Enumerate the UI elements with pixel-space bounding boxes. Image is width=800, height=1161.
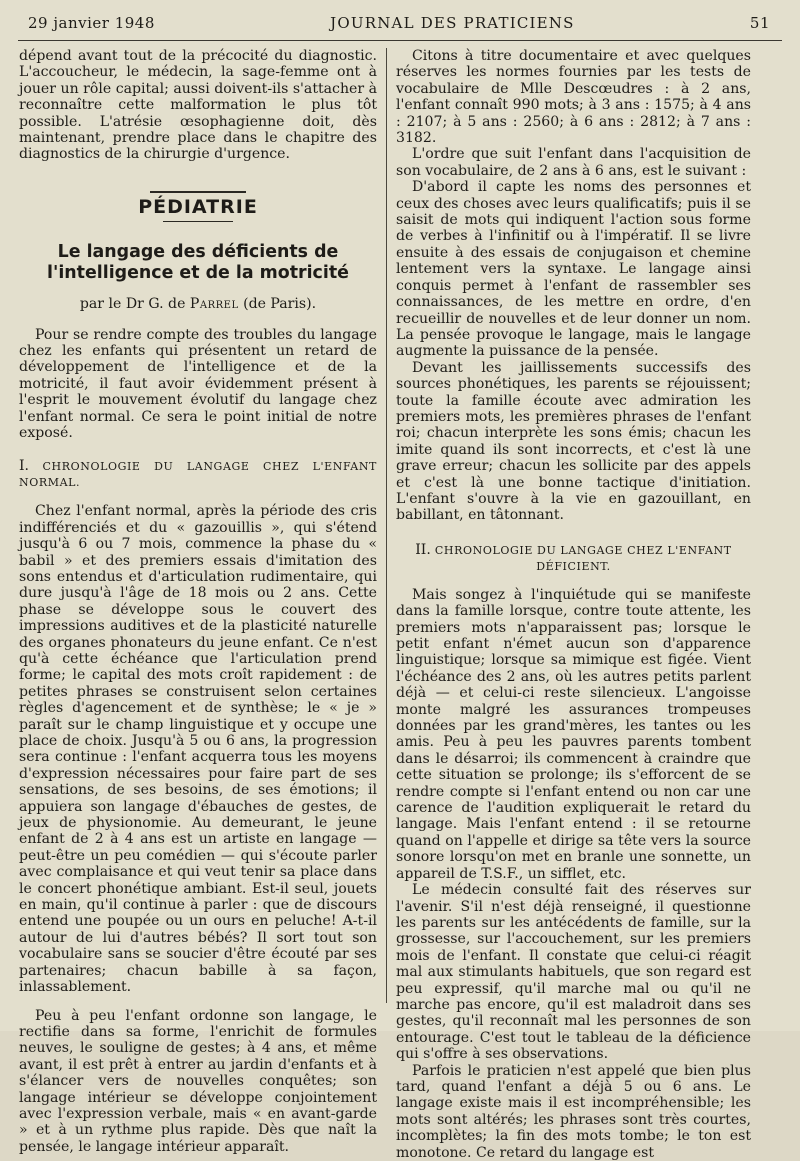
paragraph: Citons à titre documentaire et avec quelques réserves les normes fournies par les tests de vocabulaire de Mlle Descœudres : à 2 ans, l'enfant connaît 990 mots; à 3 ans : 1575; à 4 ans : 2107; à 5 ans : 2560; à 6 ans : 2812; à 7 ans : 3182. <box>396 48 751 147</box>
previous-article-ending: dépend avant tout de la précocité du diagnostic. L'accoucheur, le médecin, la sage-femme ont à jouer un rôle capital; aussi doivent-ils s'attacher à reconnaître cette malformation le plus tôt possible. L'atrésie œsophagienne doit, dès maintenant, prendre place dans le chapitre des diagnostics de la chirurgie d'urgence. <box>19 48 377 163</box>
subheading-2 <box>396 542 751 575</box>
section-rule-bottom <box>163 221 233 222</box>
running-header <box>28 14 770 36</box>
page-number: 51 <box>749 14 770 32</box>
byline-prefix: par le Dr G. de <box>79 296 190 313</box>
subheading-text: CHRONOLOGIE DU LANGAGE CHEZ L'ENFANT DÉFICIENT. <box>434 543 732 573</box>
paragraph: Devant les jaillissements successifs des sources phonétiques, les parents se réjouissent; toute la famille écoute avec admiration les premiers mots, les premières phrases de l'enfant roi; chacun interprète les sons émis; chacun les imite quand ils sont incorrects, et c'est là une grave erreur; chacun les sollicite par des appels et c'est là une bonne tactique d'initiation. L'enfant s'ouvre à la vie en gazouillant, en babillant, en tâtonnant. <box>396 359 751 524</box>
section-title: PÉDIATRIE <box>138 195 258 218</box>
paragraph: D'abord il capte les noms des personnes et ceux des choses avec leurs qualificatifs; puis il se saisit de mots qui indiquent l'action sous forme de verbes à l'infinitif ou à l'impératif. Il se livre ensuite à des essais de conjugaison et chemine lentement vers la syntaxe. Le langage ainsi conquis permet à l'enfant de rassembler ses connaissances, de les mettre en ordre, d'en recueillir de nouvelles et de leur donner un nom. La pensée provoque le langage, mais le langage augmente la puissance de la pensée. <box>396 179 751 360</box>
column-divider <box>386 48 387 1003</box>
paragraph: Peu à peu l'enfant ordonne son langage, le rectifie dans sa forme, l'enrichit de formules neuves, le souligne de gestes; à 4 ans, et même avant, il est prêt à entrer au jardin d'enfants et à s'élancer vers de nouvelles conquêtes; son langage intérieur se développe conjointement avec l'expression verbale, mais « en avant-garde » et à un rythme plus rapide. Dès que naît la pensée, le langage intérieur apparaît. <box>19 1007 377 1155</box>
article-title: Le langage des déficients de l'intelligence et de la motricité <box>47 242 349 284</box>
issue-date: 29 janvier 1948 <box>28 14 155 32</box>
paragraph: Chez l'enfant normal, après la période des cris indifférenciés et du « gazouillis », qui s'étend jusqu'à 6 ou 7 mois, commence la phase du « babil » et des premiers essais d'imitation des sons entendus et d'articulation rudimentaire, qui dure jusqu'à l'âge de 18 mois ou 2 ans. Cette phase se développe sous le couvert des impressions auditives et de la plasticité naturelle des organes phonateurs du jeune enfant. Ce n'est qu'à cette échéance que l'articulation prend forme; le capital des mots croît rapidement : de petites phrases se construisent selon certaines règles d'agencement et de synthèse; le « je » paraît sur le champ linguistique et y occupe une place de choix. Jusqu'à 5 ou 6 ans, la progression sera continue : l'enfant acquerra tous les moyens d'expression nécessaires pour faire part de ses sensations, de ses besoins, de ses émotions; il appuiera son langage d'ébauches de gestes, de jeux de physionomie. Au demeurant, le jeune enfant de 2 à 4 ans est un artiste en langage — peut-être un peu comédien — qui s'écoute parler avec complaisance et qui veut tenir sa place dans le concert phonétique ambiant. Est-il seul, jouets en main, qu'il continue à parler : que de discours entend une poupée ou un ours en peluche! A-t-il autour de lui d'autres bébés? Il sort tout son vocabulaire sans se soucier d'être écouté par ses partenaires; chacun babille à sa façon, inlassablement. <box>19 503 377 996</box>
header-rule <box>18 40 782 41</box>
subheading-number: II. <box>415 541 431 558</box>
subheading-1 <box>19 458 377 492</box>
subheading-number: I. <box>19 457 29 474</box>
paragraph: Mais songez à l'inquiétude qui se manifeste dans la famille lorsque, contre toute attente, les premiers mots n'apparaissent pas; lorsque le petit enfant n'émet aucun son d'apparence linguistique; lorsque sa mimique est figée. Vient l'échéance des 2 ans, où les autres petits parlent déjà — et celui-ci reste silencieux. L'angoisse monte malgré les assurances trompeuses données par les grand'mères, les tantes ou les amis. Peu à peu les pauvres parents tombent dans le désarroi; ils commencent à craindre que cette situation se prolonge; ils s'efforcent de se rendre compte si l'enfant entend ou non car une carence de l'audition expliquerait le retard du langage. Mais l'enfant entend : il se retourne quand on l'appelle et dirige sa tête vers la source sonore lorsqu'on met en branle une sonnette, un appareil de T.S.F., un sifflet, etc. <box>396 586 751 882</box>
byline-suffix: (de Paris). <box>238 296 317 313</box>
byline <box>19 296 377 312</box>
left-column <box>19 48 377 1155</box>
section-rule-top <box>150 191 246 193</box>
paragraph: L'ordre que suit l'enfant dans l'acquisition de son vocabulaire, de 2 ans à 6 ans, est le suivant : <box>396 146 751 179</box>
paragraph: Parfois le praticien n'est appelé que bien plus tard, quand l'enfant a déjà 5 ou 6 ans. Le langage existe mais il est incompréhensible; les mots sont altérés; les phrases sont très courtes, incomplètes; la fin des mots tombe; le ton est monotone. Ce retard du langage est <box>396 1062 751 1161</box>
paragraph: Pour se rendre compte des troubles du langage chez les enfants qui présentent un retard de développement de l'intelligence et de la motricité, il faut avoir évidemment présent à l'esprit le mouvement évolutif du langage chez l'enfant normal. Ce sera le point initial de notre exposé. <box>19 326 377 442</box>
paragraph: Le médecin consulté fait des réserves sur l'avenir. S'il n'est déjà renseigné, il questionne les parents sur les antécédents de famille, sur la grossesse, sur l'accouchement, sur les premiers mois de l'enfant. Il constate que celui-ci réagit mal aux stimulants habituels, que son regard est peu expressif, qu'il marche mal ou qu'il ne marche pas encore, qu'il est maladroit dans ses gestes, qu'il reconnaît mal les personnes de son entourage. C'est tout le tableau de la déficience qui s'offre à ses observations. <box>396 882 751 1063</box>
section-heading <box>19 191 377 222</box>
subheading-text: CHRONOLOGIE DU LANGAGE CHEZ L'ENFANT NORMAL. <box>19 459 377 489</box>
right-column <box>396 48 751 1161</box>
journal-title: JOURNAL DES PRATICIENS <box>330 14 575 32</box>
author-name: Parrel <box>189 296 239 313</box>
